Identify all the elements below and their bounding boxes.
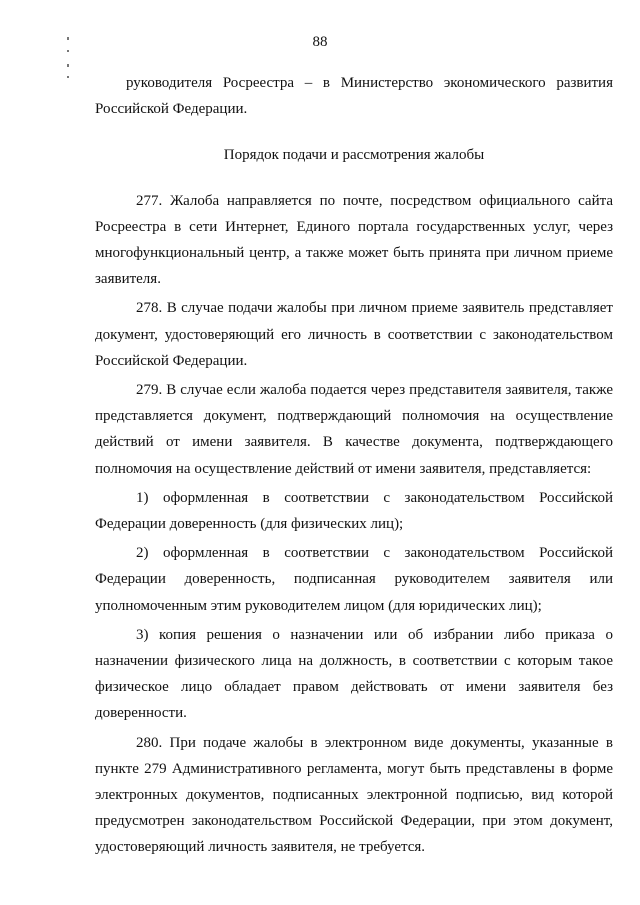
paragraph-280: 280. При подаче жалобы в электронном виде документы, указанные в пункте 279 Административного регламента, могут быть представлены в форме электронных документов, подписанных электронной подписью, вид которой предусмотрен законодательством Российской Федерации, при этом документ, удостоверяющий личность заявителя, не требуется. [95,734,613,856]
paragraph-279: 279. В случае если жалоба подается через представителя заявителя, также представляется документ, подтверждающий полномочия на осуществление действий от имени заявителя. В качестве документа, подтверждающего полномочия на осуществление действий от имени заявителя, представляется: [95,382,613,477]
list-item-3: 3) копия решения о назначении или об избрании либо приказа о назначении физического лица на должность, в соответствии с которым такое физическое лицо обладает правом действовать от имени заявителя без доверенности. [95,626,613,722]
list-item-1: 1) оформленная в соответствии с законодательством Российской Федерации доверенность (для физических лиц); [95,489,613,533]
paragraph-277: 277. Жалоба направляется по почте, посредством официального сайта Росреестра в сети Интернет, Единого портала государственных услуг, через многофункциональный центр, а также может быть принята при личном приеме заявителя. [95,192,613,288]
list-item-2: 2) оформленная в соответствии с законодательством Российской Федерации доверенность, подписанная руководителем заявителя или уполномоченным этим руководителем лицом (для юридических лиц); [95,545,613,614]
page-number: 88 [312,34,328,50]
continuation-paragraph: руководителя Росреестра – в Министерство экономического развития Российской Федерации. [95,75,613,118]
paragraph-278: 278. В случае подачи жалобы при личном приеме заявитель представляет документ, удостоверяющий его личность в соответствии с законодательством Российской Федерации. [95,300,613,369]
section-heading: Порядок подачи и рассмотрения жалобы [223,147,485,164]
scan-mark [67,76,69,78]
scan-mark [67,64,69,67]
document-body [95,70,613,861]
